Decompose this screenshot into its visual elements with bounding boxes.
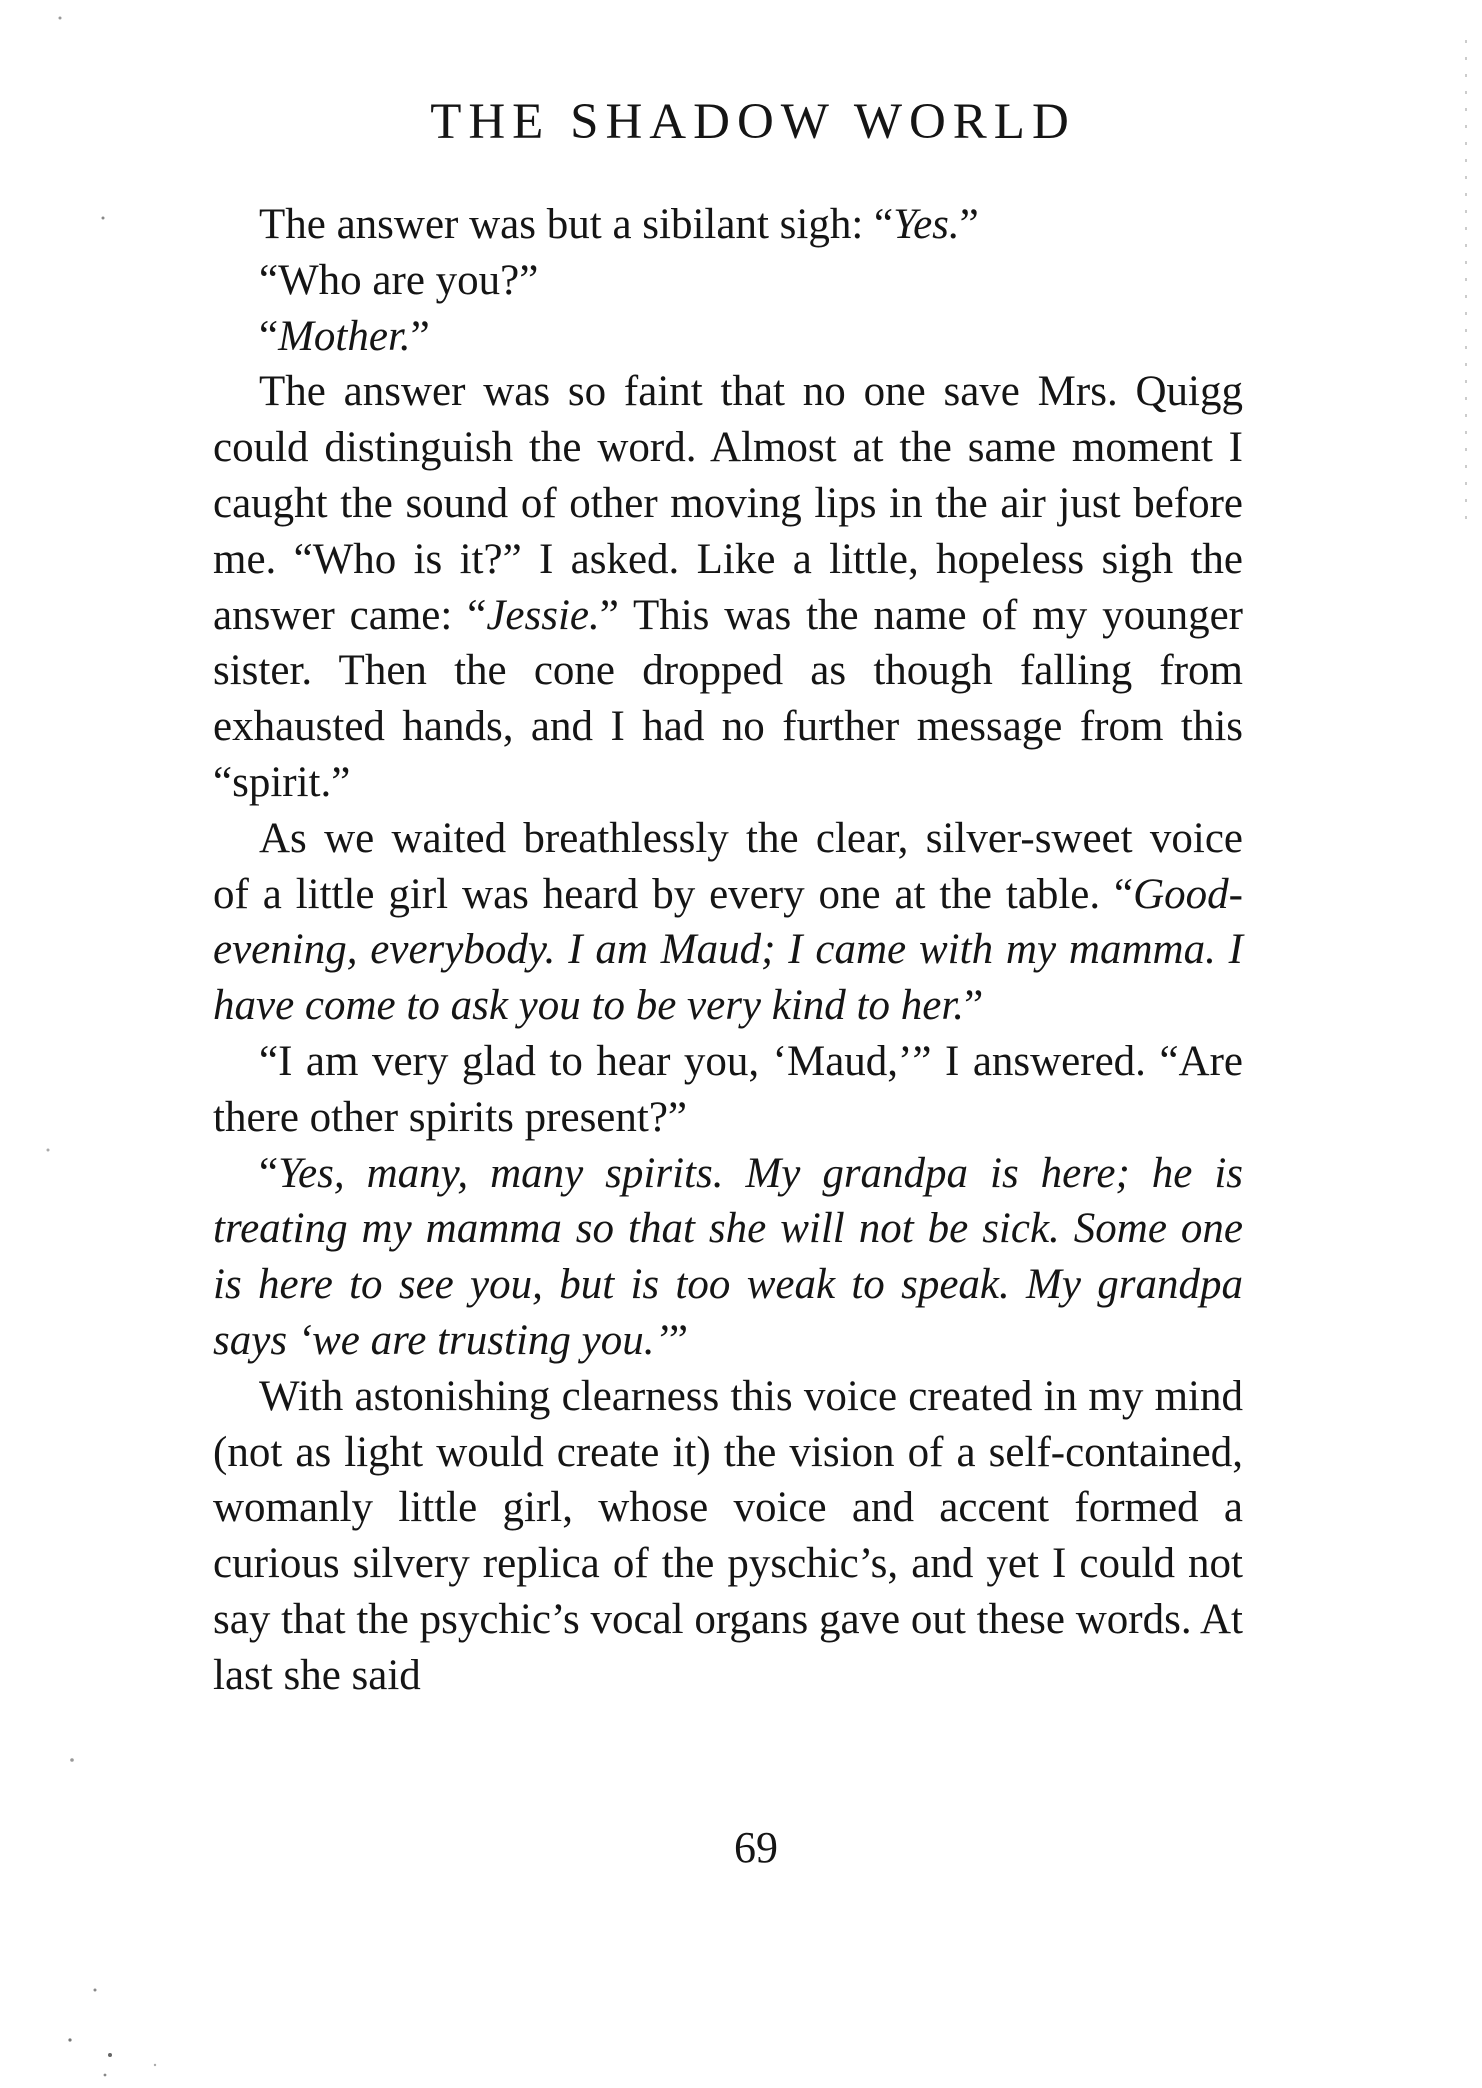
paragraph-7-open: “ [259,1149,279,1197]
body-text [213,197,1243,1704]
paragraph-4-rest: ” This was the name of my younger sister. Then the cone dropped as though falling from exhausted hands, and I had no further message from this “spirit.” [213,591,1243,806]
paragraph-8: With astonishing clearness this voice created in my mind (not as light would create it) the vision of a self-contained, womanly little girl, whose voice and accent formed a curious silvery replica of the pyschic’s, and yet I could not say that the psychic’s vocal organs gave out these words. At last she said [213,1372,1243,1699]
paragraph-7-italic: Yes, many, many spirits. My grandpa is here; he is treating my mamma so that she will not be sick. Some one is here to see you, but is too weak to speak. My grandpa says ‘we are trusting you.’ [213,1149,1243,1364]
paragraph-5-close: ” [964,982,984,1030]
paragraph-7-close: ” [668,1316,688,1364]
paragraph-4-open: “ [467,591,487,639]
paragraph-4 [213,364,1243,810]
running-head: THE SHADOW WORLD [430,94,1076,150]
paragraph-3-close: ” [410,312,430,360]
paragraph-1 [213,197,1243,253]
paragraph-4-italic: Jessie. [486,591,600,639]
paragraph-2: “Who are you?” [259,256,539,304]
paragraph-5-text: As we waited breathlessly the clear, silver-sweet voice of a little girl was heard by every one at the table. “ [213,814,1243,918]
paragraph-4-text: The answer was so faint that no one save Mrs. Quigg could distinguish the word. Almost at the same moment I caught the sound of other moving lips in the air just before me. “Who is it?” I asked. Like a little, hopeless sigh the answer came: [213,368,1243,639]
paragraph-5-italic: Good-evening, everybody. I am Maud; I came with my mamma. I have come to ask you to be very kind to her. [213,870,1243,1030]
paragraph-5 [213,811,1243,1034]
paragraph-6: “I am very glad to hear you, ‘Maud,’” I answered. “Are there other spirits present?” [213,1037,1243,1141]
paragraph-3-italic: Mother. [278,312,411,360]
paragraph-1-close: ” [959,201,979,248]
page-number: 69 [734,1823,778,1872]
paragraph-1-italic: Yes. [893,201,960,248]
paragraph-3 [213,309,1243,365]
paragraph-7 [213,1146,1243,1369]
paragraph-1-text: The answer was but a sibilant sigh: “ [259,201,894,248]
paragraph-3-open: “ [259,312,279,360]
